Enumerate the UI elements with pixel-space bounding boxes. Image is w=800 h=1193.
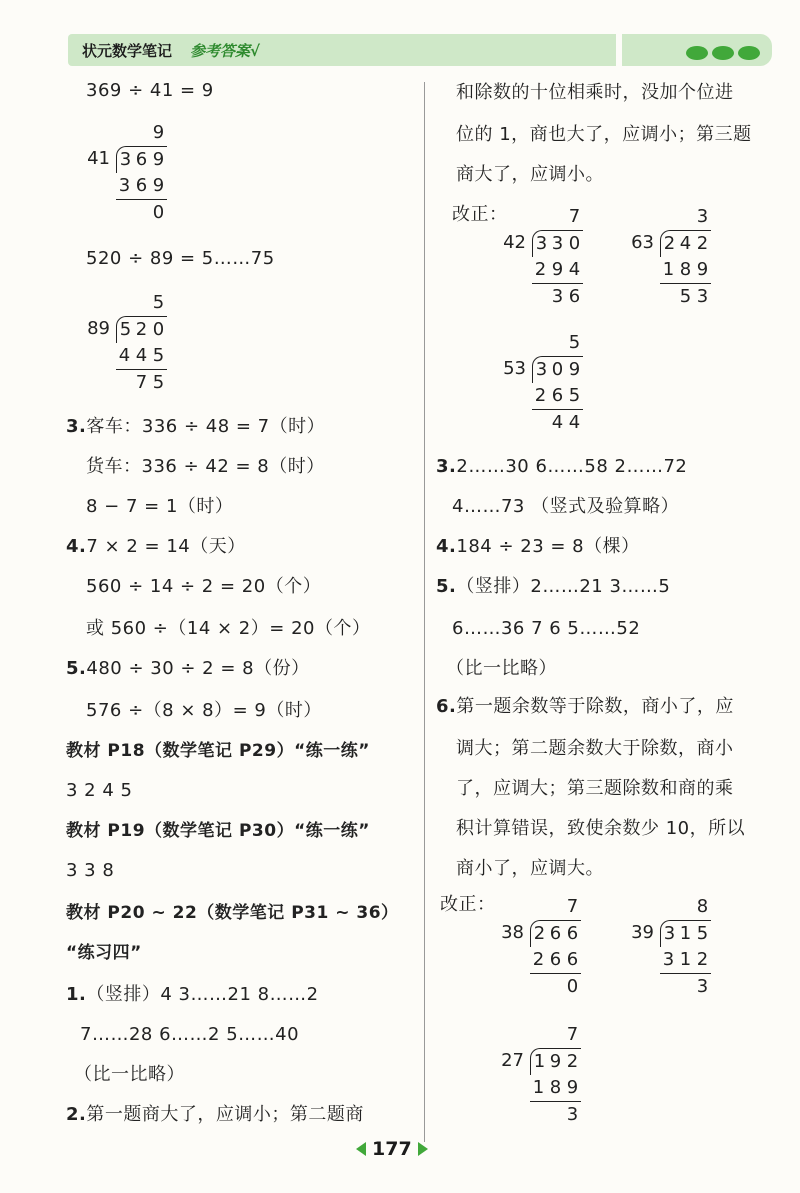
remainder-digit: 5 (150, 369, 167, 396)
product-digit: 9 (566, 1077, 579, 1098)
answer-text: 位的 1，商也大了，应调小；第三题 (456, 124, 752, 145)
divisor: 89 (87, 318, 110, 339)
answer-text: 576 ÷（8 × 8）= 9（时） (86, 700, 322, 721)
ld-spacer (498, 204, 515, 230)
dividend-digit: 3 (532, 230, 550, 257)
remainder-digit (660, 973, 677, 1000)
quotient-digit: 3 (696, 206, 709, 227)
header-dot-icon (686, 46, 708, 60)
header-title: 状元数学笔记 (82, 42, 173, 60)
dividend-digit: 5 (116, 316, 134, 343)
remainder-digit (677, 973, 694, 1000)
product-digit: 5 (152, 345, 165, 366)
ld-spacer (82, 290, 99, 316)
answer-text: 3 3 8 (66, 860, 115, 881)
remainder-digit: 0 (150, 199, 167, 226)
divisor: 38 (501, 922, 524, 943)
section-heading: 教材 P18（数学笔记 P29）“练一练” (66, 741, 370, 761)
answer-text: 或 560 ÷（14 × 2）= 20（个） (86, 618, 371, 639)
remainder-digit (116, 369, 133, 396)
quotient-digit (547, 894, 564, 920)
divisor: 42 (503, 232, 526, 253)
answer-text: 184 ÷ 23 = 8（棵） (456, 536, 640, 557)
question-number: 3. (436, 456, 457, 477)
dividend-digit: 2 (564, 1048, 581, 1075)
dividend-digit: 5 (694, 920, 711, 947)
ld-spacer (626, 894, 643, 920)
question-number: 3. (66, 416, 87, 437)
answer-text: 3 2 4 5 (66, 780, 133, 801)
long-division (82, 120, 167, 226)
remainder-digit: 4 (549, 409, 566, 436)
question-number: 1. (66, 984, 87, 1005)
product-digit: 5 (568, 385, 581, 406)
dividend-digit: 3 (532, 356, 550, 383)
question-number: 4. (436, 536, 457, 557)
dividend-digit: 2 (133, 316, 150, 343)
divisor: 27 (501, 1050, 524, 1071)
remainder-digit (660, 283, 677, 310)
quotient-digit (660, 894, 677, 920)
quotient-digit: 9 (152, 122, 165, 143)
header-dot-icon (738, 46, 760, 60)
quotient-digit (530, 1022, 547, 1048)
section-heading: 教材 P20 ~ 22（数学笔记 P31 ~ 36） (66, 903, 399, 923)
product-digit: 4 (568, 259, 581, 280)
ld-spacer (496, 1101, 513, 1128)
equation-line: 520 ÷ 89 = 5……75 (86, 248, 275, 269)
product-digit: 8 (679, 259, 692, 280)
ld-spacer (496, 1022, 513, 1048)
answer-text: （比一比略） (446, 658, 557, 679)
section-heading: 教材 P19（数学笔记 P30）“练一练” (66, 821, 370, 841)
long-division (496, 1022, 581, 1128)
quotient-digit (549, 330, 566, 356)
remainder-digit: 4 (566, 409, 583, 436)
answer-text: 商大了，应调小。 (456, 164, 604, 185)
product-digit: 4 (135, 345, 148, 366)
product-digit: 6 (551, 385, 564, 406)
long-division (498, 204, 583, 310)
product-digit: 6 (549, 949, 562, 970)
equation-line: 369 ÷ 41 = 9 (86, 80, 214, 101)
ld-spacer (626, 204, 643, 230)
long-division (626, 894, 711, 1000)
product-digit: 6 (135, 175, 148, 196)
product-digit: 2 (534, 259, 547, 280)
ld-spacer (82, 199, 99, 226)
answer-text: （竖排）4 3……21 8……2 (86, 984, 319, 1005)
product-digit: 6 (566, 949, 579, 970)
remainder-digit (532, 409, 549, 436)
dividend-digit: 2 (694, 230, 711, 257)
question-number: 5. (436, 576, 457, 597)
ld-spacer (498, 257, 515, 283)
header-dot-icon (712, 46, 734, 60)
dividend-digit: 9 (150, 146, 167, 173)
answer-text: 480 ÷ 30 ÷ 2 = 8（份） (86, 658, 310, 679)
quotient-digit (677, 204, 694, 230)
answer-text: 客车：336 ÷ 48 = 7（时） (86, 416, 326, 437)
ld-spacer (498, 330, 515, 356)
product-digit: 9 (696, 259, 709, 280)
remainder-digit (133, 199, 150, 226)
quotient-digit (532, 330, 549, 356)
product-digit: 1 (662, 259, 675, 280)
remainder-digit: 3 (564, 1101, 581, 1128)
answer-text: 第一题余数等于除数，商小了，应 (456, 696, 734, 717)
question-number: 2. (66, 1104, 87, 1125)
remainder-digit: 6 (566, 283, 583, 310)
question-number: 5. (66, 658, 87, 679)
product-digit: 2 (532, 949, 545, 970)
divisor: 39 (631, 922, 654, 943)
answer-text: 7 × 2 = 14（天） (86, 536, 246, 557)
ld-spacer (626, 947, 643, 973)
answer-text: 货车：336 ÷ 42 = 8（时） (86, 456, 325, 477)
quotient-digit (133, 120, 150, 146)
remainder-digit: 3 (694, 283, 711, 310)
long-division (82, 290, 167, 396)
remainder-digit (547, 973, 564, 1000)
ld-spacer (498, 409, 515, 436)
remainder-digit: 5 (677, 283, 694, 310)
product-digit: 1 (679, 949, 692, 970)
dividend-digit: 3 (660, 920, 678, 947)
quotient-digit (660, 204, 677, 230)
dividend-digit: 6 (133, 146, 150, 173)
divisor: 41 (87, 148, 110, 169)
product-digit: 2 (534, 385, 547, 406)
ld-spacer (626, 257, 643, 283)
remainder-digit: 3 (694, 973, 711, 1000)
quotient-digit: 5 (152, 292, 165, 313)
answer-text: 了，应调大；第三题除数和商的乘 (456, 778, 734, 799)
answer-text: 第一题商大了，应调小；第二题商 (86, 1104, 364, 1125)
answer-text: 商小了，应调大。 (456, 858, 604, 879)
ld-spacer (496, 947, 513, 973)
answer-text: 和除数的十位相乘时，没加个位进 (456, 82, 734, 103)
answer-text: 积计算错误，致使余数少 10，所以 (456, 818, 746, 839)
product-digit: 8 (549, 1077, 562, 1098)
question-number: 6. (436, 696, 457, 717)
long-division (496, 894, 581, 1000)
answer-text: 调大；第二题余数大于除数，商小 (456, 738, 734, 759)
next-arrow-icon (418, 1142, 428, 1156)
answer-text: （竖排）2……21 3……5 (456, 576, 671, 597)
answer-text: 6……36 7 6 5……52 (452, 618, 641, 639)
ld-spacer (82, 343, 99, 369)
ld-spacer (496, 894, 513, 920)
ld-spacer (626, 283, 643, 310)
quotient-digit (530, 894, 547, 920)
answer-text: 2……30 6……58 2……72 (456, 456, 688, 477)
quotient-digit (116, 120, 133, 146)
quotient-digit (116, 290, 133, 316)
header-subtitle: 参考答案√ (190, 42, 261, 60)
ld-spacer (496, 1075, 513, 1101)
dividend-digit: 3 (549, 230, 566, 257)
long-division (498, 330, 583, 436)
quotient-digit (677, 894, 694, 920)
correction-label: 改正： (440, 894, 496, 915)
quotient-digit (133, 290, 150, 316)
ld-spacer (496, 973, 513, 1000)
dividend-digit: 0 (566, 230, 583, 257)
product-digit: 4 (118, 345, 131, 366)
remainder-digit: 0 (564, 973, 581, 1000)
remainder-digit: 3 (549, 283, 566, 310)
dividend-digit: 2 (660, 230, 678, 257)
answer-text: （比一比略） (74, 1064, 185, 1085)
product-digit: 1 (532, 1077, 545, 1098)
dividend-digit: 0 (150, 316, 167, 343)
question-number: 4. (66, 536, 87, 557)
long-division (626, 204, 711, 310)
quotient-digit: 8 (696, 896, 709, 917)
quotient-digit (547, 1022, 564, 1048)
dividend-digit: 1 (530, 1048, 548, 1075)
column-divider (424, 82, 425, 1142)
ld-spacer (82, 369, 99, 396)
section-subheading: “练习四” (66, 943, 142, 963)
product-digit: 3 (662, 949, 675, 970)
quotient-digit: 7 (568, 206, 581, 227)
ld-spacer (498, 383, 515, 409)
answer-text: 560 ÷ 14 ÷ 2 = 20（个） (86, 576, 322, 597)
divisor: 63 (631, 232, 654, 253)
ld-spacer (82, 173, 99, 199)
quotient-digit: 5 (568, 332, 581, 353)
remainder-digit (530, 973, 547, 1000)
remainder-digit (116, 199, 133, 226)
quotient-digit (549, 204, 566, 230)
remainder-digit (532, 283, 549, 310)
product-digit: 9 (551, 259, 564, 280)
ld-spacer (626, 973, 643, 1000)
prev-arrow-icon (356, 1142, 366, 1156)
divisor: 53 (503, 358, 526, 379)
dividend-digit: 9 (547, 1048, 564, 1075)
remainder-digit: 7 (133, 369, 150, 396)
dividend-digit: 9 (566, 356, 583, 383)
dividend-digit: 6 (564, 920, 581, 947)
dividend-digit: 3 (116, 146, 134, 173)
product-digit: 2 (696, 949, 709, 970)
quotient-digit (532, 204, 549, 230)
product-digit: 9 (152, 175, 165, 196)
quotient-digit: 7 (566, 1024, 579, 1045)
answer-text: 7……28 6……2 5……40 (80, 1024, 300, 1045)
quotient-digit: 7 (566, 896, 579, 917)
answer-text: 4……73 （竖式及验算略） (452, 496, 680, 517)
dividend-digit: 1 (677, 920, 694, 947)
ld-spacer (82, 120, 99, 146)
product-digit: 3 (118, 175, 131, 196)
dividend-digit: 2 (530, 920, 548, 947)
answer-text: 8 − 7 = 1（时） (86, 496, 234, 517)
remainder-digit (530, 1101, 547, 1128)
correction-label: 改正： (452, 204, 508, 225)
remainder-digit (547, 1101, 564, 1128)
dividend-digit: 0 (549, 356, 566, 383)
dividend-digit: 6 (547, 920, 564, 947)
ld-spacer (498, 283, 515, 310)
page-number: 177 (372, 1138, 412, 1160)
dividend-digit: 4 (677, 230, 694, 257)
